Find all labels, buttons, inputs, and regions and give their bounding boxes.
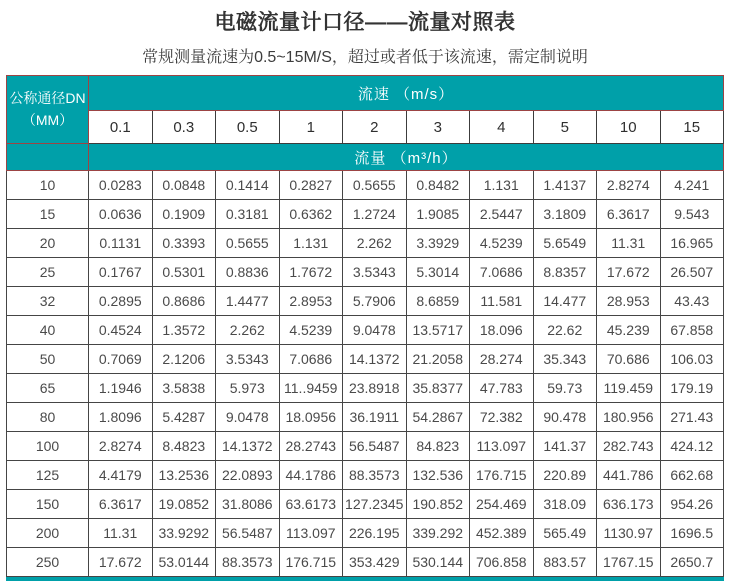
flow-value-cell: 176.715 — [279, 548, 343, 577]
flow-value-cell: 14.477 — [533, 287, 597, 316]
flow-value-cell: 9.0478 — [216, 403, 280, 432]
flow-value-cell: 0.3181 — [216, 200, 280, 229]
flow-value-cell: 6.3617 — [89, 490, 153, 519]
corner-header-cell — [7, 76, 89, 144]
flow-value-cell: 11.31 — [89, 519, 153, 548]
flow-value-cell: 63.6173 — [279, 490, 343, 519]
flow-value-cell: 113.097 — [279, 519, 343, 548]
flow-value-cell: 5.4287 — [152, 403, 216, 432]
flow-value-cell: 0.4524 — [89, 316, 153, 345]
dn-value-cell: 200 — [7, 519, 89, 548]
flow-value-cell: 179.19 — [660, 374, 724, 403]
table-row — [7, 171, 724, 200]
dn-value-cell: 40 — [7, 316, 89, 345]
flow-value-cell: 3.1809 — [533, 200, 597, 229]
velocity-value-cell: 3 — [406, 111, 470, 144]
flow-value-cell: 226.195 — [343, 519, 407, 548]
velocity-band-row — [7, 76, 724, 111]
flow-value-cell: 17.672 — [597, 258, 661, 287]
table-row — [7, 548, 724, 577]
flow-value-cell: 2.1206 — [152, 345, 216, 374]
flow-value-cell: 127.2345 — [343, 490, 407, 519]
flow-value-cell: 0.7069 — [89, 345, 153, 374]
flow-value-cell: 11.581 — [470, 287, 534, 316]
flow-value-cell: 23.8918 — [343, 374, 407, 403]
flow-value-cell: 0.0636 — [89, 200, 153, 229]
velocity-values-row — [7, 111, 724, 144]
table-row — [7, 287, 724, 316]
flow-value-cell: 21.2058 — [406, 345, 470, 374]
flow-value-cell: 8.4823 — [152, 432, 216, 461]
flow-value-cell: 35.8377 — [406, 374, 470, 403]
flow-value-cell: 0.5301 — [152, 258, 216, 287]
dn-value-cell: 10 — [7, 171, 89, 200]
flow-value-cell: 0.0283 — [89, 171, 153, 200]
flow-value-cell: 84.823 — [406, 432, 470, 461]
flow-value-cell: 18.096 — [470, 316, 534, 345]
flow-value-cell: 1.4477 — [216, 287, 280, 316]
table-row — [7, 519, 724, 548]
flow-value-cell: 1696.5 — [660, 519, 724, 548]
flow-value-cell: 271.43 — [660, 403, 724, 432]
flow-value-cell: 0.2827 — [279, 171, 343, 200]
corner-header-line2: （MM） — [21, 111, 74, 128]
flow-value-cell: 5.973 — [216, 374, 280, 403]
flow-value-cell: 47.783 — [470, 374, 534, 403]
flow-value-cell: 56.5487 — [216, 519, 280, 548]
flow-band-row — [7, 144, 724, 171]
flow-value-cell: 0.1414 — [216, 171, 280, 200]
flow-value-cell: 0.8482 — [406, 171, 470, 200]
flow-value-cell: 4.5239 — [470, 229, 534, 258]
flow-band-header: 流量 （m³/h） — [89, 144, 724, 171]
flow-value-cell: 318.09 — [533, 490, 597, 519]
table-body — [7, 171, 724, 577]
flow-value-cell: 18.0956 — [279, 403, 343, 432]
flow-value-cell: 530.144 — [406, 548, 470, 577]
flow-value-cell: 0.8836 — [216, 258, 280, 287]
table-header — [7, 76, 724, 171]
table-row — [7, 229, 724, 258]
flow-value-cell: 2650.7 — [660, 548, 724, 577]
velocity-value-cell: 10 — [597, 111, 661, 144]
flow-value-cell: 88.3573 — [216, 548, 280, 577]
flow-value-cell: 0.3393 — [152, 229, 216, 258]
flow-value-cell: 883.57 — [533, 548, 597, 577]
flow-value-cell: 220.89 — [533, 461, 597, 490]
flow-value-cell: 0.6362 — [279, 200, 343, 229]
flow-value-cell: 2.8953 — [279, 287, 343, 316]
flow-value-cell: 190.852 — [406, 490, 470, 519]
corner-empty-cell — [7, 144, 89, 171]
velocity-value-cell: 1 — [279, 111, 343, 144]
flow-value-cell: 5.3014 — [406, 258, 470, 287]
dn-value-cell: 250 — [7, 548, 89, 577]
flow-value-cell: 88.3573 — [343, 461, 407, 490]
flow-value-cell: 2.5447 — [470, 200, 534, 229]
flow-value-cell: 424.12 — [660, 432, 724, 461]
flow-value-cell: 19.0852 — [152, 490, 216, 519]
table-row — [7, 461, 724, 490]
flow-value-cell: 6.3617 — [597, 200, 661, 229]
flow-value-cell: 3.3929 — [406, 229, 470, 258]
flow-value-cell: 254.469 — [470, 490, 534, 519]
flow-value-cell: 1130.97 — [597, 519, 661, 548]
flow-value-cell: 2.262 — [216, 316, 280, 345]
flow-value-cell: 11.31 — [597, 229, 661, 258]
flow-value-cell: 43.43 — [660, 287, 724, 316]
flow-value-cell: 8.6859 — [406, 287, 470, 316]
flow-value-cell: 636.173 — [597, 490, 661, 519]
flow-value-cell: 3.5343 — [216, 345, 280, 374]
flow-value-cell: 8.8357 — [533, 258, 597, 287]
flow-value-cell: 4.5239 — [279, 316, 343, 345]
flow-value-cell: 45.239 — [597, 316, 661, 345]
flow-value-cell: 1.4137 — [533, 171, 597, 200]
flow-comparison-table — [6, 75, 724, 577]
velocity-value-cell: 15 — [660, 111, 724, 144]
page-subtitle: 常规测量流速为0.5~15M/S，超过或者低于该流速，需定制说明 — [142, 49, 588, 66]
flow-value-cell: 954.26 — [660, 490, 724, 519]
flow-value-cell: 33.9292 — [152, 519, 216, 548]
flow-value-cell: 14.1372 — [343, 345, 407, 374]
flow-value-cell: 72.382 — [470, 403, 534, 432]
flow-value-cell: 1.9085 — [406, 200, 470, 229]
flow-value-cell: 44.1786 — [279, 461, 343, 490]
flow-value-cell: 13.5717 — [406, 316, 470, 345]
flow-value-cell: 282.743 — [597, 432, 661, 461]
velocity-value-cell: 5 — [533, 111, 597, 144]
flow-value-cell: 106.03 — [660, 345, 724, 374]
flow-value-cell: 0.0848 — [152, 171, 216, 200]
flow-value-cell: 59.73 — [533, 374, 597, 403]
flow-value-cell: 54.2867 — [406, 403, 470, 432]
table-row — [7, 490, 724, 519]
flow-value-cell: 180.956 — [597, 403, 661, 432]
table-row — [7, 432, 724, 461]
flow-value-cell: 0.1909 — [152, 200, 216, 229]
flow-value-cell: 0.8686 — [152, 287, 216, 316]
flow-value-cell: 113.097 — [470, 432, 534, 461]
flow-value-cell: 0.5655 — [343, 171, 407, 200]
velocity-value-cell: 2 — [343, 111, 407, 144]
table-row — [7, 258, 724, 287]
flow-value-cell: 1.131 — [470, 171, 534, 200]
velocity-value-cell: 0.1 — [89, 111, 153, 144]
flow-value-cell: 0.5655 — [216, 229, 280, 258]
flow-value-cell: 13.2536 — [152, 461, 216, 490]
flow-value-cell: 3.5838 — [152, 374, 216, 403]
flow-value-cell: 706.858 — [470, 548, 534, 577]
flow-value-cell: 1.7672 — [279, 258, 343, 287]
flow-value-cell: 22.62 — [533, 316, 597, 345]
table-row — [7, 345, 724, 374]
flow-value-cell: 0.2895 — [89, 287, 153, 316]
flow-value-cell: 9.0478 — [343, 316, 407, 345]
flow-value-cell: 9.543 — [660, 200, 724, 229]
flow-value-cell: 2.8274 — [597, 171, 661, 200]
flow-value-cell: 1.1946 — [89, 374, 153, 403]
flow-value-cell: 1.3572 — [152, 316, 216, 345]
flow-value-cell: 36.1911 — [343, 403, 407, 432]
flow-value-cell: 176.715 — [470, 461, 534, 490]
flow-value-cell: 53.0144 — [152, 548, 216, 577]
flow-value-cell: 14.1372 — [216, 432, 280, 461]
flow-value-cell: 441.786 — [597, 461, 661, 490]
flow-value-cell: 11..9459 — [279, 374, 343, 403]
flow-value-cell: 31.8086 — [216, 490, 280, 519]
page-title: 电磁流量计口径——流量对照表 — [214, 11, 516, 34]
flow-value-cell: 67.858 — [660, 316, 724, 345]
flow-value-cell: 1.8096 — [89, 403, 153, 432]
flow-value-cell: 56.5487 — [343, 432, 407, 461]
velocity-band-header: 流速 （m/s） — [89, 76, 724, 111]
flow-table-container — [6, 75, 724, 577]
dn-value-cell: 20 — [7, 229, 89, 258]
flow-value-cell: 1.2724 — [343, 200, 407, 229]
flow-value-cell: 70.686 — [597, 345, 661, 374]
dn-value-cell: 15 — [7, 200, 89, 229]
flow-value-cell: 7.0686 — [279, 345, 343, 374]
flow-value-cell: 5.6549 — [533, 229, 597, 258]
dn-value-cell: 50 — [7, 345, 89, 374]
dn-value-cell: 25 — [7, 258, 89, 287]
dn-value-cell: 80 — [7, 403, 89, 432]
flow-value-cell: 90.478 — [533, 403, 597, 432]
flow-value-cell: 141.37 — [533, 432, 597, 461]
flow-value-cell: 28.274 — [470, 345, 534, 374]
bottom-teal-strip — [6, 577, 724, 581]
flow-value-cell: 17.672 — [89, 548, 153, 577]
dn-value-cell: 100 — [7, 432, 89, 461]
flow-value-cell: 662.68 — [660, 461, 724, 490]
table-row — [7, 374, 724, 403]
flow-value-cell: 3.5343 — [343, 258, 407, 287]
flow-value-cell: 5.7906 — [343, 287, 407, 316]
flow-value-cell: 26.507 — [660, 258, 724, 287]
flow-value-cell: 2.262 — [343, 229, 407, 258]
flow-value-cell: 353.429 — [343, 548, 407, 577]
corner-header-line1: 公称通径DN — [9, 89, 86, 106]
flow-value-cell: 1.131 — [279, 229, 343, 258]
flow-value-cell: 339.292 — [406, 519, 470, 548]
flow-value-cell: 132.536 — [406, 461, 470, 490]
velocity-value-cell: 4 — [470, 111, 534, 144]
flow-value-cell: 0.1131 — [89, 229, 153, 258]
table-row — [7, 316, 724, 345]
table-row — [7, 403, 724, 432]
dn-value-cell: 32 — [7, 287, 89, 316]
dn-value-cell: 150 — [7, 490, 89, 519]
flow-value-cell: 35.343 — [533, 345, 597, 374]
flow-value-cell: 119.459 — [597, 374, 661, 403]
flow-value-cell: 28.2743 — [279, 432, 343, 461]
flow-value-cell: 22.0893 — [216, 461, 280, 490]
table-row — [7, 200, 724, 229]
flow-value-cell: 1767.15 — [597, 548, 661, 577]
flow-value-cell: 28.953 — [597, 287, 661, 316]
flow-value-cell: 7.0686 — [470, 258, 534, 287]
flow-value-cell: 0.1767 — [89, 258, 153, 287]
flow-value-cell: 4.4179 — [89, 461, 153, 490]
flow-value-cell: 16.965 — [660, 229, 724, 258]
velocity-value-cell: 0.5 — [216, 111, 280, 144]
dn-value-cell: 65 — [7, 374, 89, 403]
flow-value-cell: 2.8274 — [89, 432, 153, 461]
velocity-value-cell: 0.3 — [152, 111, 216, 144]
flow-value-cell: 452.389 — [470, 519, 534, 548]
flow-value-cell: 565.49 — [533, 519, 597, 548]
flow-value-cell: 4.241 — [660, 171, 724, 200]
dn-value-cell: 125 — [7, 461, 89, 490]
